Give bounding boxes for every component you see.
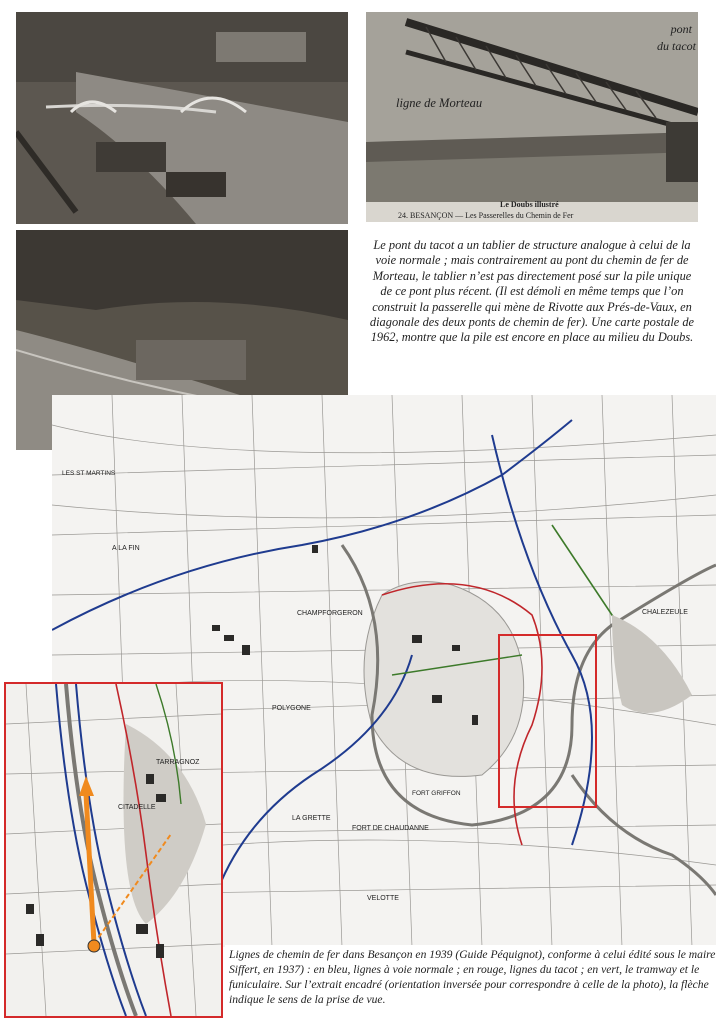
postcard-bridge-image: [366, 12, 698, 222]
inset-label-citadelle: CITADELLE: [118, 804, 156, 811]
map-label-la-fin: A LA FIN: [112, 545, 140, 552]
inset-map-drawing: [6, 684, 221, 1016]
map-label-fort-chaudanne: FORT DE CHAUDANNE: [352, 825, 429, 832]
map-label-fort-griffon: FORT GRIFFON: [412, 790, 461, 797]
photo-aerial-bridges: [16, 12, 348, 224]
aerial-bridges-image: [16, 12, 348, 224]
map-label-champforgeron: CHAMPFORGERON: [297, 610, 363, 617]
label-pont: pont: [670, 22, 692, 36]
map-label-chalezeule: CHALEZEULE: [642, 609, 688, 616]
map-label-polygone: POLYGONE: [272, 705, 311, 712]
map-label-la-grette: LA GRETTE: [292, 815, 331, 822]
postcard-caption: 24. BESANÇON — Les Passerelles du Chemin de Fer: [398, 211, 574, 220]
postcard-series: Le Doubs illustré: [500, 200, 559, 209]
inset-label-tarragnoz: TARRAGNOZ: [156, 759, 200, 766]
caption-top: Le pont du tacot a un tablier de structure analogue à celui de la voie normale ; mais contrairement au pont du chemin de fer de Morteau, le tablier n’est pas directement posé sur la pile unique de ce pont plus récent. (Il est démoli en même temps que l’on construit la passerelle qui mène de Rivotte aux Prés-de-Vaux, en diagonale des deux ponts de chemin de fer). Une carte postale de 1962, montre que la pile est encore en place au milieu du Doubs.: [369, 238, 695, 345]
map-label-velotte: VELOTTE: [367, 895, 399, 902]
label-du-tacot: du tacot: [657, 39, 696, 53]
photo-postcard-bridge: [366, 12, 698, 222]
label-ligne-de-morteau: ligne de Morteau: [396, 96, 483, 110]
inset-map-extract: [4, 682, 223, 1018]
map-label-st-martin: LES ST MARTINS: [62, 470, 116, 477]
caption-bottom: Lignes de chemin de fer dans Besançon en 1939 (Guide Péquignot), conforme à celui édité sous le maire Siffert, en 1937) : en bleu, lignes à voie normale ; en rouge, lignes du tacot ; en vert, le tramway et le funiculaire. Sur l’extrait encadré (orientation inversée pour correspondre à celle de la photo), la flèche indique le sens de la prise de vue.: [225, 945, 721, 1009]
